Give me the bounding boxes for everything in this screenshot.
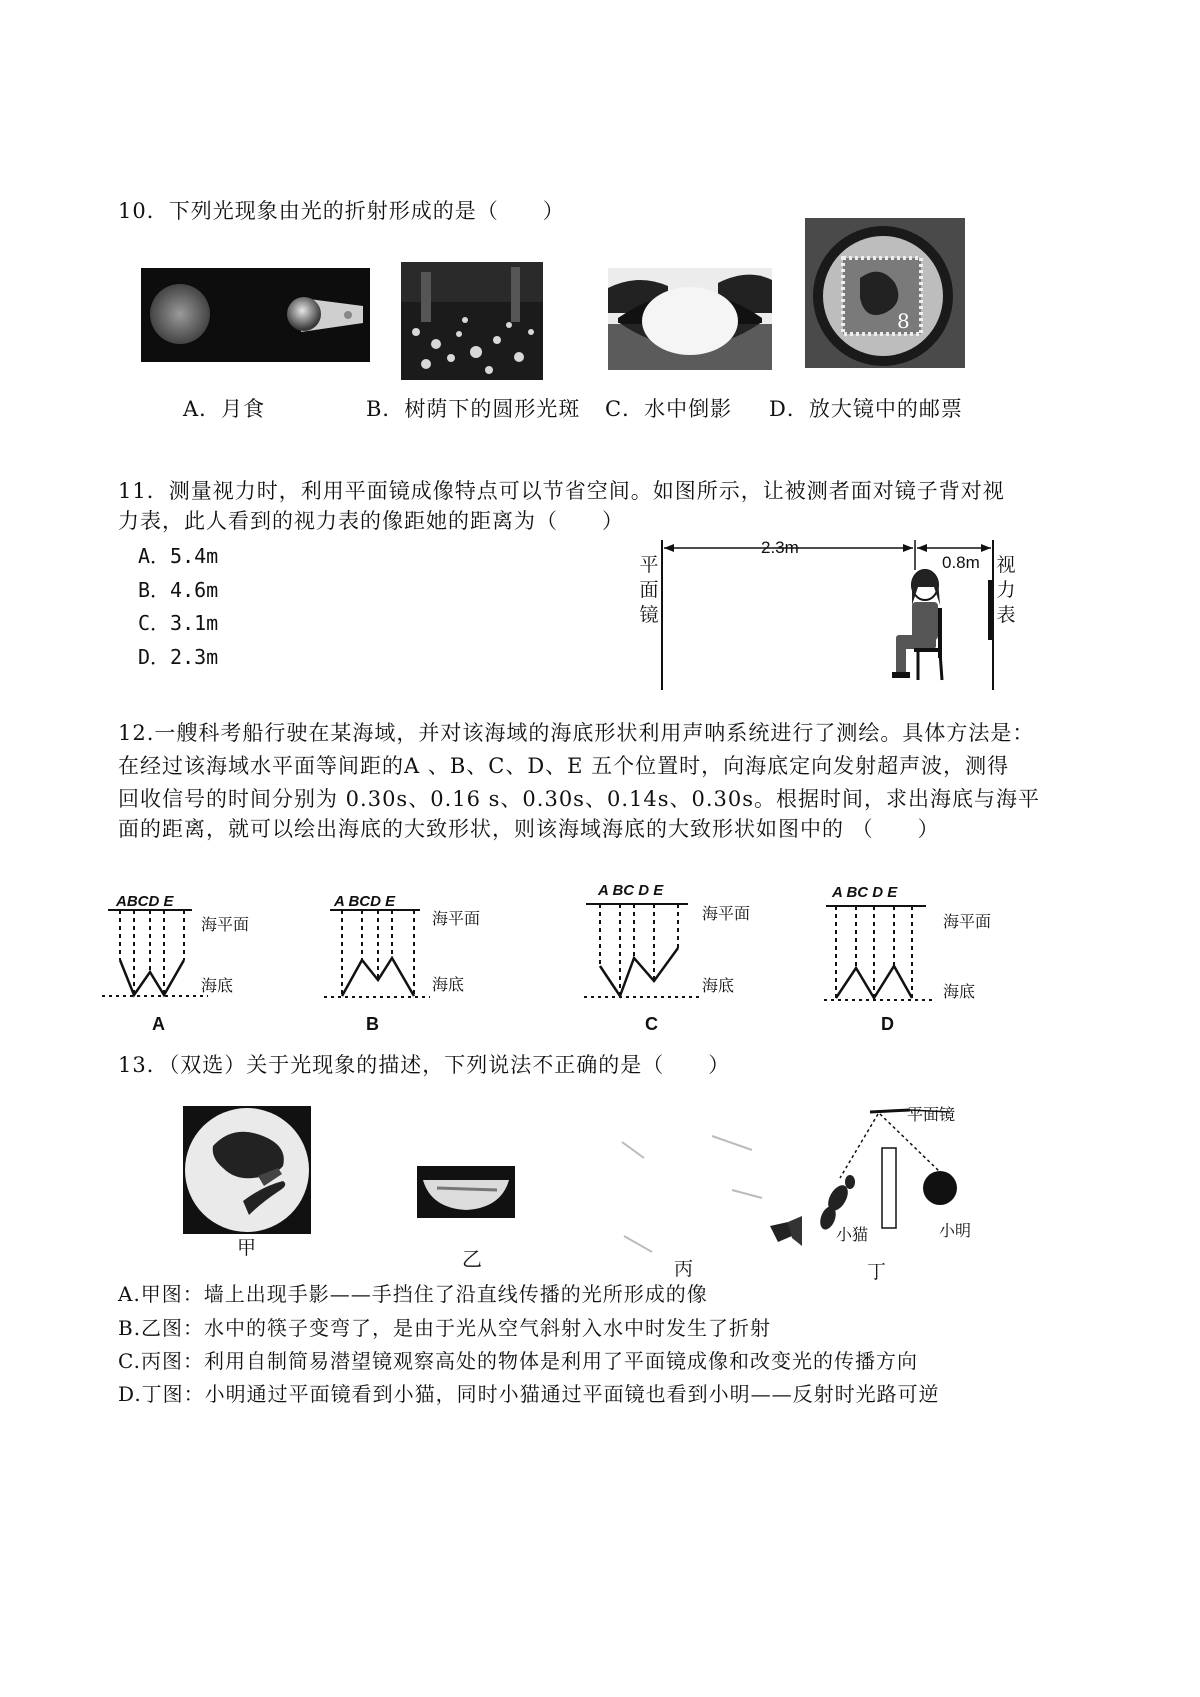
q10-stem: 10．下列光现象由光的折射形成的是（ ） <box>118 199 565 223</box>
ding-ming-label: 小明 <box>939 1221 972 1240</box>
hand-shadow-photo <box>183 1106 311 1234</box>
q12-line1: 12.一艘科考船行驶在某海域，并对该海域的海底形状利用声呐系统进行了测绘。具体方法是： <box>118 721 1035 745</box>
q13-option-b: B.乙图：水中的筷子变弯了，是由于光从空气斜射入水中时发生了折射 <box>118 1316 772 1340</box>
eye-chart-label: 视 力 表 <box>996 554 1016 626</box>
q11-stem-line1: 11．测量视力时，利用平面镜成像特点可以节省空间。如图所示，让被测者面对镜子背对视 <box>118 479 1005 503</box>
q11-stem-line2: 力表，此人看到的视力表的像距她的距离为（ ） <box>118 509 624 533</box>
figure-label-bing: 丙 <box>674 1258 694 1280</box>
q10-option-b: B．树荫下的圆形光斑 <box>366 397 581 421</box>
diagram-c-letters: A BC D E <box>598 882 664 899</box>
diagram-d-letters: A BC D E <box>832 884 898 901</box>
diagram-a-surface: 海平面 <box>201 915 250 934</box>
q10-option-c: C．水中倒影 <box>605 397 733 421</box>
figure-label-yi: 乙 <box>462 1247 482 1271</box>
diagram-d-label: D <box>881 1014 894 1034</box>
bridge-reflection-photo <box>608 268 772 370</box>
diagram-b-letters: A BCD E <box>334 893 396 910</box>
mirror-cat-figure <box>800 1100 980 1270</box>
diagram-c-label: C <box>645 1014 658 1034</box>
diagram-b-label: B <box>366 1014 379 1034</box>
seabed-diagram-c <box>582 886 702 1006</box>
diagram-d-bottom: 海底 <box>943 982 976 1001</box>
q12-line4: 面的距离，就可以绘出海底的大致形状，则该海域海底的大致形状如图中的 （ ） <box>118 817 940 841</box>
q11-option-c: C．3.1m <box>138 611 219 635</box>
mirror-label: 平 面 镜 <box>639 554 659 626</box>
q13-option-c: C.丙图：利用自制简易潜望镜观察高处的物体是利用了平面镜成像和改变光的传播方向 <box>118 1349 918 1373</box>
diagram-a-label: A <box>152 1014 165 1034</box>
seabed-diagram-d <box>822 888 937 1008</box>
periscope-figure <box>612 1128 802 1258</box>
q13-stem: 13．（双选）关于光现象的描述，下列说法不正确的是（ ） <box>118 1053 731 1077</box>
q13-option-d: D.丁图：小明通过平面镜看到小猫，同时小猫通过平面镜也看到小明——反射时光路可逆 <box>118 1382 940 1406</box>
q11-option-a: A．5.4m <box>138 544 219 568</box>
q12-line3: 回收信号的时间分别为 0.30s、0.16 s、0.30s、0.14s、0.30s。根据时间，求出海底与海平 <box>118 787 1041 811</box>
chopsticks-water-photo <box>417 1166 515 1218</box>
distance-person-chart: 0.8m <box>942 553 980 572</box>
q11-option-b: B．4.6m <box>138 578 219 602</box>
q10-option-a: A．月食 <box>183 397 266 421</box>
diagram-b-bottom: 海底 <box>432 975 465 994</box>
diagram-d-surface: 海平面 <box>943 912 992 931</box>
diagram-a-bottom: 海底 <box>201 976 234 995</box>
figure-label-ding: 丁 <box>867 1261 887 1283</box>
q10-option-d: D．放大镜中的邮票 <box>769 397 963 421</box>
magnifier-stamp-photo <box>805 218 965 368</box>
ding-cat-label: 小猫 <box>836 1225 869 1244</box>
ding-mirror-label: 平面镜 <box>907 1105 956 1124</box>
q12-line2: 在经过该海域水平面等间距的A 、B、C、D、E 五个位置时，向海底定向发射超声波，测得 <box>118 754 1010 778</box>
q11-option-d: D．2.3m <box>138 645 219 669</box>
tree-shade-photo <box>401 262 543 380</box>
diagram-c-bottom: 海底 <box>702 976 735 995</box>
q13-option-a: A.甲图：墙上出现手影——手挡住了沿直线传播的光所形成的像 <box>118 1282 708 1306</box>
lunar-eclipse-photo <box>141 268 370 362</box>
girl-in-chair-icon <box>892 569 942 680</box>
diagram-a-letters: ABCD E <box>116 893 174 910</box>
svg-text:8: 8 <box>897 309 910 333</box>
diagram-c-surface: 海平面 <box>702 904 751 923</box>
figure-label-jia: 甲 <box>237 1237 257 1259</box>
diagram-b-surface: 海平面 <box>432 909 481 928</box>
distance-mirror-person: 2.3m <box>761 538 799 557</box>
